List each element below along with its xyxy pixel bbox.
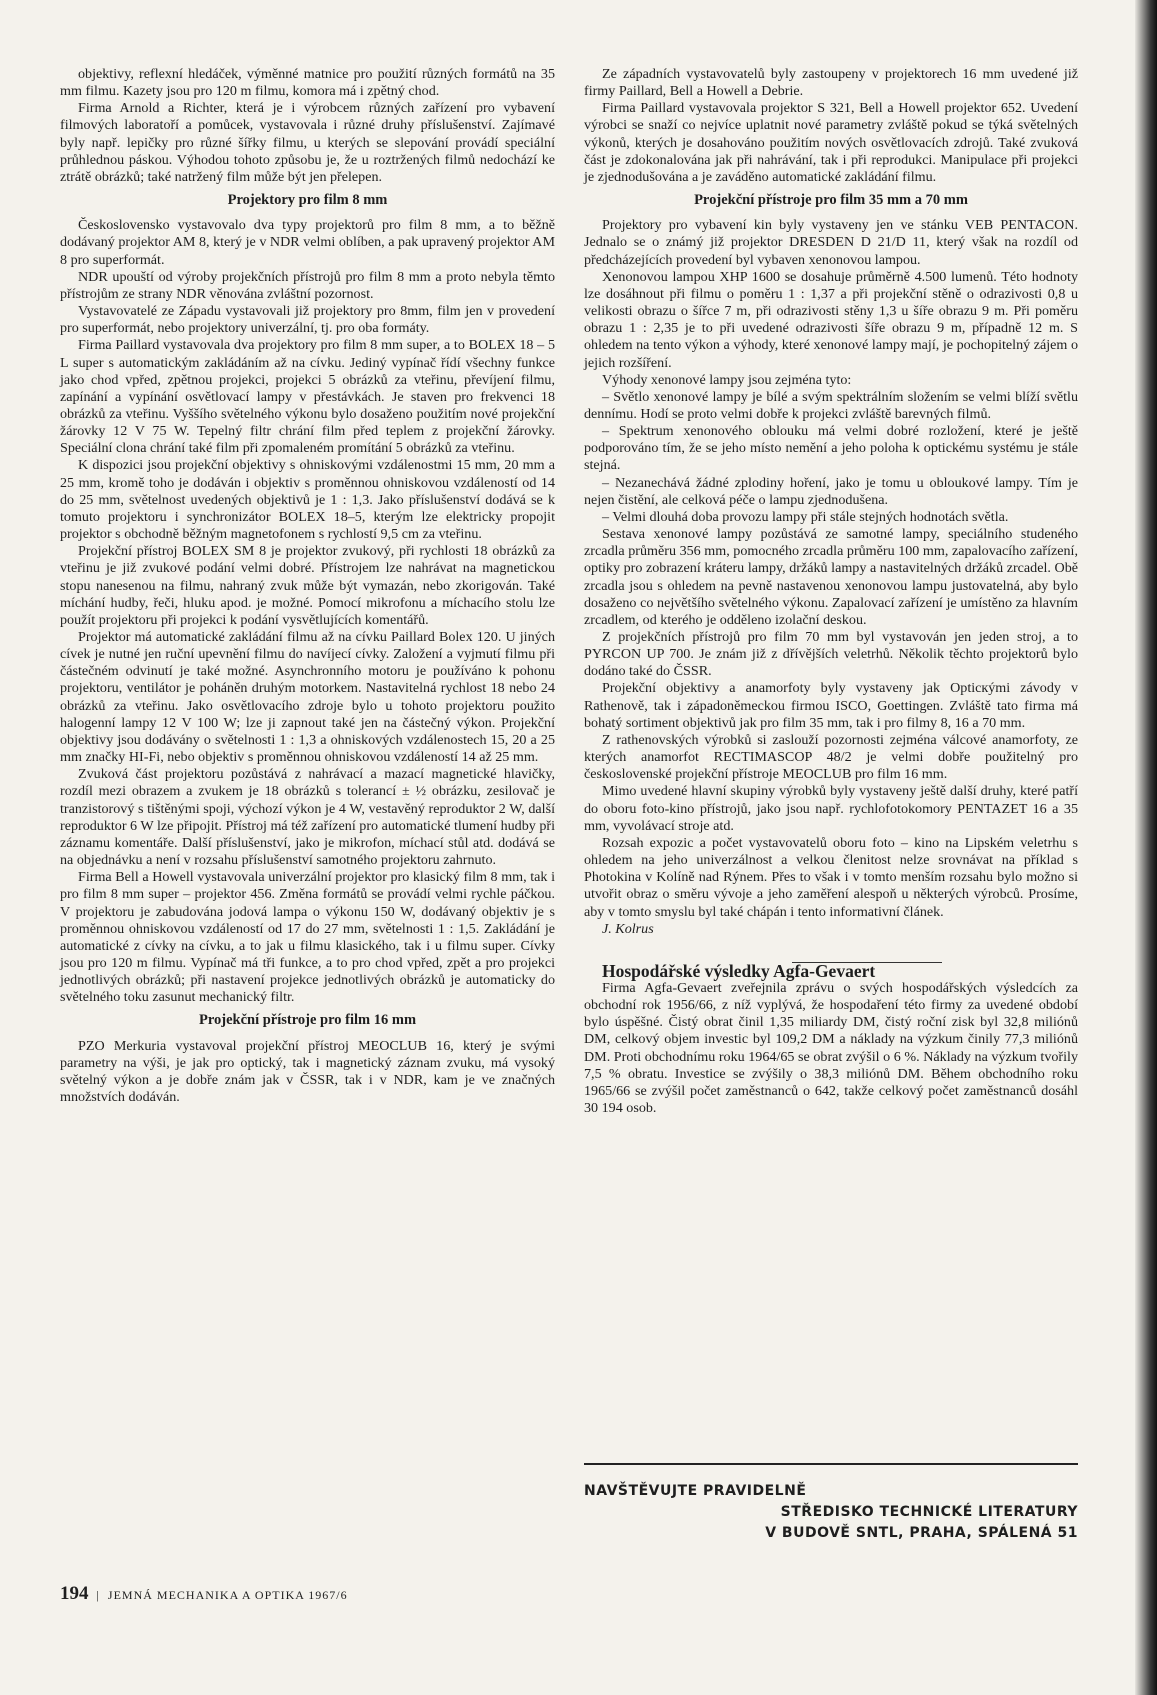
paragraph-group bbox=[584, 217, 1078, 920]
paragraph: objektivy, reflexní hledáček, výměnné matnice pro použití různých formátů na 35 mm filmu. Kazety jsou pro 120 m filmu, komora má i zpětný chod. bbox=[60, 66, 555, 100]
paragraph: Projekční objektivy a anamorfoty byly vystaveny jak Opticкými závody v Rathenově, tak i západoněmeckou firmou ISCO, Goettingen. Zvláště tato firma má bohatý sortiment objektivů jak pro film 35 mm, tak i pro filmy 8, 16 a 70 mm. bbox=[584, 680, 1078, 731]
paragraph: Mimo uvedené hlavní skupiny výrobků byly vystaveny ještě další druhy, které patří do oboru foto-kino přístrojů, jako jsou např. rychlofotokomory PENTAZET 16 a 35 mm, vyvolávací stroje atd. bbox=[584, 783, 1078, 834]
left-column bbox=[60, 66, 555, 1106]
paragraph: NDR upouští od výroby projekčních přístrojů pro film 8 mm a proto nebyla těmto přístrojům ze strany NDR věnována zvláštní pozornost. bbox=[60, 268, 555, 302]
page-edge-shadow bbox=[1135, 0, 1157, 1695]
paragraph-group bbox=[60, 66, 555, 186]
paragraph: Z projekčních přístrojů pro film 70 mm byl vystavován jen jeden stroj, a to PYRCON UP 700. Je znám již z dřívějších veletrhů. Několik těchto projektorů bylo dodáno také do ČSSR. bbox=[584, 629, 1078, 680]
paragraph: – Nezanechává žádné zplodiny hoření, jako je tomu u obloukové lampy. Tím je nejen čistění, ale celková péče o lampu zjednodušena. bbox=[584, 474, 1078, 508]
promo-line-2: STŘEDISKO TECHNICKÉ LITERATURY bbox=[780, 1504, 1078, 1520]
paragraph: Československo vystavovalo dva typy projektorů pro film 8 mm, a to běžně dodávaný projektor AM 8, který je v NDR velmi oblíben, a pak upravený projektor AM 8 pro superformát. bbox=[60, 217, 555, 268]
paragraph: Firma Paillard vystavovala projektor S 321, Bell a Howell projektor 652. Uvedení výrobci se snaží co nejvíce uplatnit nové parametry zvláště pokud se týká světelných výkonů, kterých je dosahováno použitím nových osvětlovacích zdrojů. Také zvuková část je zdokonalována jak při nahrávání, tak i při reprodukci. Manipulace při projekci je zjednodušována a je zaváděno automatické zakládání filmu. bbox=[584, 100, 1078, 185]
paragraph: Projektor má automatické zakládání filmu až na cívku Paillard Bolex 120. U jiných cívek je nutné jen ruční upevnění filmu do navíjecí cívky. Založení a vyjmutí filmu při částečném odvinutí je také možné. Asynchronního motoru je používáno k pohonu projektoru, ventilátor je poháněn druhým motorkem. Nastavitelná rychlost 18 nebo 24 obrázků za vteřinu. Jako osvětlovacího zdroje bylo u tohoto projektoru použito halogenní lampy 12 V 100 W; lze ji zapnout také jen na částečný výkon. Projekční objektivy jsou dodávány o světelnosti 1 : 1,3 a ohniskových vzdálenostech 15, 20 a 25 mm značky HI-Fi, nebo objektiv s proměnnou ohniskovou vzdáleností 14 až 25 mm. bbox=[60, 629, 555, 766]
paragraph: Projektory pro vybavení kin byly vystaveny jen ve stánku VEB PENTACON. Jednalo se o známý již projektor DRESDEN D 21/D 11, který však na rozdíl od předcházejících provedení byl vybaven xenonovou lampou. bbox=[584, 217, 1078, 268]
paragraph: Sestava xenonové lampy pozůstává ze samotné lampy, speciálního studeného zrcadla průměru 356 mm, pomocného zrcadla průměru 100 mm, zapalovacího zařízení, optiky pro zobrazení kráteru lampy, držáků lampy a nastavitelných držáků zrcadel. Obě zrcadla jsou s ohledem na pevně nastavenou xenonovou lampu justovatelná, aby bylo dosaženo co největšího světelného výkonu. Zapalovací zařízení je umístěno za hlavním zrcadlem, od kterého je odděleno izolační deskou. bbox=[584, 526, 1078, 628]
paragraph: Xenonovou lampou XHP 1600 se dosahuje průměrně 4.500 lumenů. Této hodnoty lze dosáhnout při filmu o poměru 1 : 1,37 a při projekční stěně o odrazivosti 0,8 u velikosti obrazu o šířce 7 m, při odrazivosti stěny 1,3 u šíře obrazu 9 m. Při poměru obrazu 1 : 2,35 je to při uvedené odrazivosti šíře obrazu 9 m, případně 12 m. S ohledem na tento výkon a výhody, které xenonové lampy mají, je pochopitelný zájem o jejich rozšíření. bbox=[584, 268, 1078, 371]
paragraph: Z rathenovských výrobků si zaslouží pozornosti zejména válcové anamorfoty, ze kterých anamorfot RECTIMASCOP 48/2 je velmi dobře použitelný pro československé projekční přístroje MEOCLUB pro film 16 mm. bbox=[584, 731, 1078, 783]
paragraph: PZO Merkuria vystavoval projekční přístroj MEOCLUB 16, který je svými parametry na výši, je jak pro optický, tak i magnetický záznam zvuku, má vysoký světelný výkon a je dobře znám jak v ČSSR, tak i v NDR, kam je ve značných množstvích dodáván. bbox=[60, 1037, 555, 1106]
right-column bbox=[584, 66, 1078, 1117]
paragraph: Firma Arnold a Richter, která je i výrobcem různých zařízení pro vybavení filmových laboratoří a pomůcek, vystavovala i různé druhy příslušenství. Zajímavé byly např. lepičky pro různé šířky filmu, u kterých se slepování provádí speciální průhlednou páskou. Výhodou tohoto způsobu je, že u roztržených filmů nedochází ke ztrátě obrázků; také natržený film může být jen přelepen. bbox=[60, 100, 555, 185]
paragraph: Rozsah expozic a počet vystavovatelů oboru foto – kino na Lipském veletrhu s ohledem na jeho univerzálnost a velkou členitost nelze srovnávat na příklad s Photokina v Kolíně nad Rýnem. Přes to však i v tomto menším rozsahu bylo možno si utvořit obraz o směru vývoje a jeho zaměření alespoň u některých výrobců. Prosíme, aby v tomto smyslu byl také chápán i tento informativní článek. bbox=[584, 834, 1078, 920]
paragraph: – Velmi dlouhá doba provozu lampy při stále stejných hodnotách světla. bbox=[602, 508, 1009, 525]
promo-box bbox=[584, 1463, 1078, 1544]
paragraph: Vystavovatelé ze Západu vystavovali již projektory pro 8mm, film jen v provedení pro superformát, nebo projektory univerzální, tj. pro oba formáty. bbox=[60, 303, 555, 337]
section-heading-35-70mm: Projekční přístroje pro film 35 mm a 70 mm bbox=[694, 192, 968, 209]
promo-line-1: NAVŠTĚVUJTE PRAVIDELNĚ bbox=[584, 1483, 807, 1499]
paragraph: – Spektrum xenonového oblouku má velmi dobré rozložení, které je ještě podporováno tím, že se jeho místo nemění a jeho poloha k optickému systému je stále stejná. bbox=[584, 423, 1078, 474]
journal-title: JEMNÁ MECHANIKA A OPTIKA 1967/6 bbox=[107, 1588, 348, 1602]
paragraph-group bbox=[60, 217, 555, 1006]
author-signature: J. Kolrus bbox=[602, 920, 654, 937]
paragraph: Projekční přístroj BOLEX SM 8 je projektor zvukový, při rychlosti 18 obrázků za vteřinu je již zvukové podání velmi dobré. Přístrojem lze nahrávat na magnetickou stopu nanesenou na filmu, nahraný zvuk může být vymazán, nebo zkorigován. Také míchání hudby, řeči, hluku apod. je možné. Pomocí mikrofonu a míchacího stolu lze použít projektoru při projekci k podání vysvětlujících komentářů. bbox=[60, 543, 555, 628]
section-heading-8mm: Projektory pro film 8 mm bbox=[227, 192, 388, 209]
paragraph: Firma Agfa-Gevaert zveřejnila zprávu o svých hospodářských výsledcích za obchodní rok 1956/66, z níž vyplývá, že hospodaření této firmy za uvedené období bylo úspěšné. Čistý obrat činil 1,35 miliardy DM, čistý roční zisk byl 32,8 miliónů DM, celkový objem investic byl 109,2 DM a náklady na výzkum činily 77,3 miliónů DM. Proti obchodnímu roku 1964/65 se obrat zvýšil o 6 %. Náklady na výzkum tvořily 7,5 % obratu. Investice se zvýšily o 38,3 miliónů DM. Během obchodního roku 1965/66 se zvýšil počet zaměstnanců o 642, takže celkový počet zaměstnanců dosáhl 30 194 osob. bbox=[584, 979, 1078, 1117]
paragraph: K dispozici jsou projekční objektivy s ohniskovými vzdálenostmi 15 mm, 20 mm a 25 mm, kromě toho je dodáván i objektiv s proměnnou ohniskovou vzdáleností od 14 do 25 mm, světelnost uvedených objektivů je 1 : 1,3. Jako příslušenství dodává se k tomuto projektoru i synchronizátor BOLEX 18–5, kterým lze elektricky propojit projektor s obchodně běžným magnetofonem s rychlostí 9,5 cm za vteřinu. bbox=[60, 457, 555, 543]
page-number: 194 bbox=[60, 1583, 89, 1604]
paragraph: Firma Paillard vystavovala dva projektory pro film 8 mm super, a to BOLEX 18 – 5 L super s automatickým zakládáním až na cívku. Jediný vypínač řídí všechny funkce jako chod vpřed, zpětnou projekci, projekci 5 obrázků za vteřinu, převíjení filmu, zapínání a vypínání osvětlovací lampy v přestávkách. Je staven pro frekvenci 18 obrázků za vteřinu. Vyššího světelného výkonu bylo dosaženo použitím nové projekční žárovky 12 V 75 W. Tepelný filtr chrání film před teplem z projekční žárovky. Speciální clona chrání také film při zpomaleném promítání 5 obrázků za vteřinu. bbox=[60, 337, 555, 457]
footer-separator: | bbox=[96, 1588, 100, 1602]
paragraph: Výhody xenonové lampy jsou zejména tyto: bbox=[602, 371, 852, 388]
paragraph: Zvuková část projektoru pozůstává z nahrávací a mazací magnetické hlavičky, rozdíl mezi obrazem a zvukem je 18 obrázků s tolerancí ± ½ obrázku, zesilovač je tranzistorový s tištěnými spoji, výchozí výkon je 4 W, vestavěný reproduktor 2 W, další reproduktor 6 W lze připojit. Přístroj má též zařízení pro automatické tlumení hudby při záznamu komentáře. Další příslušenství, jako je mikrofon, míchací stůl atd. dodává se na objednávku a není v rozsahu příslušenství samotného projektoru zahrnuto. bbox=[60, 766, 555, 869]
article-title-agfa: Hospodářské výsledky Agfa-Gevaert bbox=[602, 960, 876, 981]
paragraph-group bbox=[584, 66, 1078, 186]
promo-line-3: V BUDOVĚ SNTL, PRAHA, SPÁLENÁ 51 bbox=[765, 1525, 1078, 1541]
paragraph: – Světlo xenonové lampy je bílé a svým spektrálním složením se velmi blíží světlu dennímu. Hodí se proto velmi dobře k projekci zvláště barevných filmů. bbox=[584, 388, 1078, 422]
paragraph-group bbox=[60, 1038, 555, 1107]
page-footer bbox=[60, 1583, 348, 1605]
section-heading-16mm: Projekční přístroje pro film 16 mm bbox=[198, 1012, 417, 1029]
paragraph: Firma Bell a Howell vystavovala univerzální projektor pro klasický film 8 mm, tak i pro film 8 mm super – projektor 456. Změna formátů se provádí velmi rychle páčkou. V projektoru je zabudována jodová lampa o výkonu 150 W, dodávaný objektiv je s proměnnou ohniskovou vzdáleností od 17 do 27 mm, světelnosti 1 : 1,5. Zakládání je automatické z cívky na cívku, a to jak u filmu klasického, tak i u filmu super. Cívky jsou pro 120 m filmu. Vypínač má tři funkce, a to pro chod vpřed, zpět a pro projekci jednotlivých obrázků; při nastavení projekce jednotlivých obrázků je automaticky do světelného toku zasunut mechanický filtr. bbox=[60, 869, 555, 1006]
paragraph: Ze západních vystavovatelů byly zastoupeny v projektorech 16 mm uvedené již firmy Paillard, Bell a Howell a Debrie. bbox=[584, 66, 1078, 100]
